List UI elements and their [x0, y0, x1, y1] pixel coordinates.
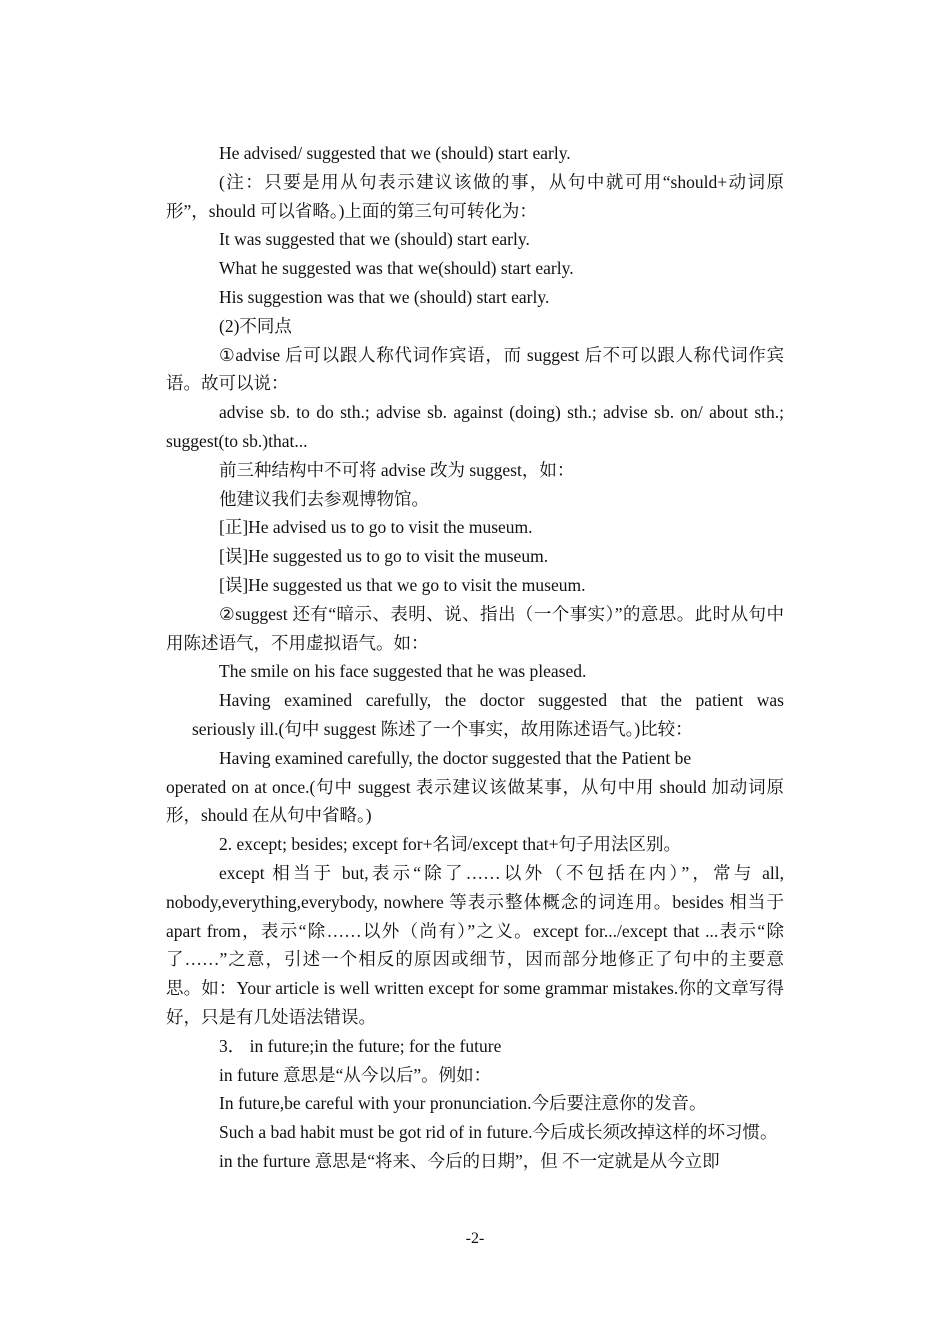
paragraph: His suggestion was that we (should) start early. — [219, 286, 550, 307]
paragraph: 他建议我们去参观博物馆。 — [219, 488, 429, 509]
paragraph: in future 意思是“从今以后”。例如： — [219, 1064, 492, 1085]
paragraph: The smile on his face suggested that he was pleased. — [219, 661, 587, 682]
paragraph: seriously ill.(句中 suggest 陈述了一个事实，故用陈述语气。)比较： — [192, 718, 693, 739]
paragraph: Having examined carefully, the doctor suggested that the Patient be — [219, 747, 692, 768]
paragraph: It was suggested that we (should) start early. — [219, 229, 530, 250]
paragraph: (注：只要是用从句表示建议该做的事，从句中就可用“should+动词原形”，should 可以省略。)上面的第三句可转化为： — [166, 171, 784, 221]
paragraph: In future,be careful with your pronunciation.今后要注意你的发音。 — [219, 1093, 707, 1114]
paragraph: except 相当于 but,表示“除了……以外（不包括在内）”，常与 all, nobody,everything,everybody, nowhere 等表示整体概念的词连用。besides 相当于 apart from，表示“除……以外（尚有）”之义。except for.../except that ...表示“除了……”之意，引述一个相反的原因或细节，因而部分地修正了句中的主要意思。如：Your article is well written except for some grammar mistakes.你的文章写得好，只是有几处语法错误。 — [166, 862, 784, 1027]
paragraph: Such a bad habit must be got rid of in future.今后成长须改掉这样的坏习惯。 — [219, 1122, 778, 1143]
paragraph: 前三种结构中不可将 advise 改为 suggest，如： — [219, 459, 575, 480]
paragraph: advise sb. to do sth.; advise sb. against (doing) sth.; advise sb. on/ about sth.; suggest(to sb.)that... — [166, 402, 784, 451]
page-number: -2- — [465, 1230, 485, 1247]
section-heading: 3． in future;in the future; for the future — [219, 1035, 502, 1056]
paragraph: Having examined carefully, the doctor suggested that the patient was — [219, 690, 784, 711]
example-wrong: [误]He suggested us that we go to visit the museum. — [219, 574, 586, 595]
paragraph: ②suggest 还有“暗示、表明、说、指出（一个事实）”的意思。此时从句中用陈述语气，不用虚拟语气。如： — [166, 603, 784, 653]
section-heading: (2)不同点 — [219, 315, 292, 336]
example-wrong: [误]He suggested us to go to visit the museum. — [219, 546, 549, 567]
body-text — [166, 139, 784, 1176]
section-heading: 2. except; besides; except for+名词/except that+句子用法区别。 — [219, 834, 681, 855]
paragraph: What he suggested was that we(should) start early. — [219, 258, 574, 279]
paragraph: ①advise 后可以跟人称代词作宾语，而 suggest 后不可以跟人称代词作宾语。故可以说： — [166, 344, 784, 394]
paragraph: He advised/ suggested that we (should) start early. — [219, 143, 571, 163]
paragraph: operated on at once.(句中 suggest 表示建议该做某事，从句中用 should 加动词原形，should 在从句中省略。) — [166, 776, 784, 826]
paragraph: in the furture 意思是“将来、今后的日期”，但 不一定就是从今立即 — [219, 1150, 720, 1171]
example-correct: [正]He advised us to go to visit the museum. — [219, 517, 533, 538]
